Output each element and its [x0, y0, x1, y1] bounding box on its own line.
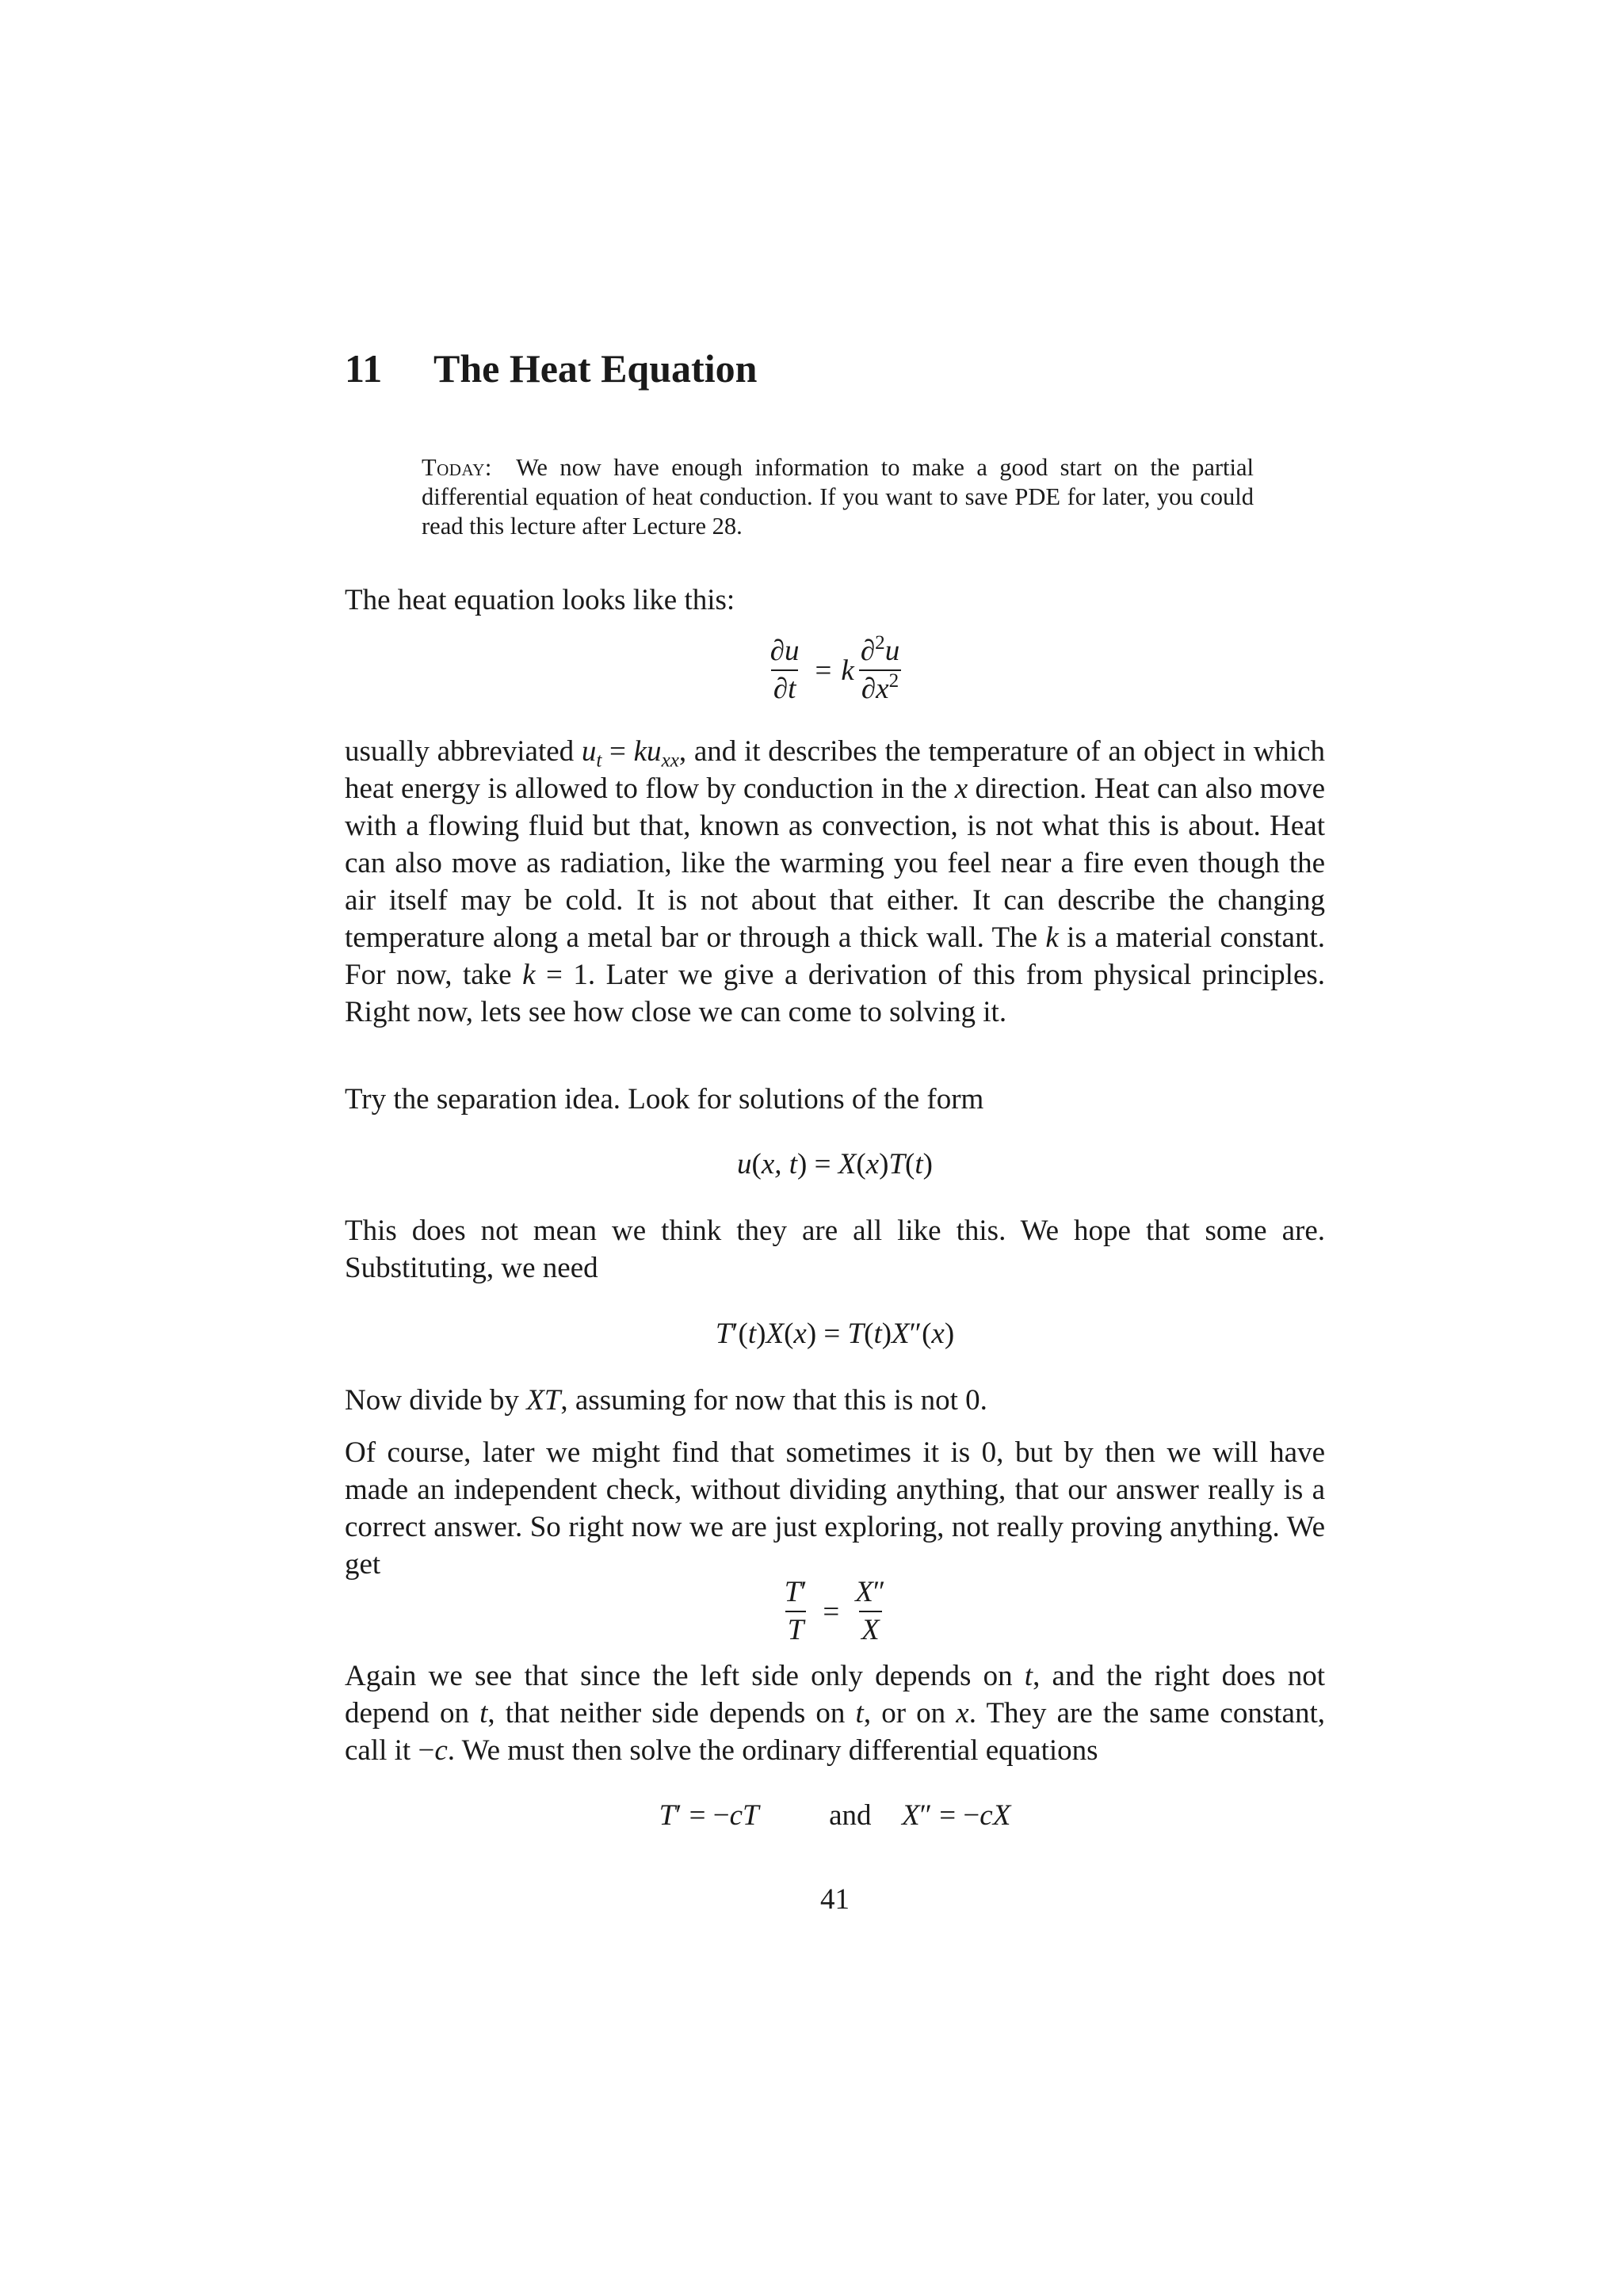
abstract-text: We now have enough information to make a good start on the partial differential equation of heat conduction. If you want to save PDE for later, you could read this lecture after Lecture 28.	[422, 454, 1254, 540]
paragraph-separation	[345, 1081, 1325, 1118]
paragraph-again: Again we see that since the left side only depends on t, and the right does not depend on t, that neither side depends on t, or on x. They are the same constant, call it −c. We must then solve the ordinary differential equations	[345, 1660, 1325, 1767]
paragraph-substituting	[345, 1212, 1325, 1287]
heat-equation: $\frac{\partial u}{\partial t}$ = k $\frac{\partial^2u}{\partial x^2}$	[345, 634, 1325, 707]
substituted-equation: T′(t)X(x) = T(t)X″(x)	[715, 1318, 955, 1350]
paragraph-description: usually abbreviated $u_t = ku_{xx}$, and it describes the temperature of an object in which heat energy is allowed to flow by conduction in the x direction. Heat can also move with a flowing fluid but that, known as convection, is not what this is about. Heat can also move as radiation, like the warming you feel near a fire even though the air itself may be cold. It is not about that either. It can describe the changing temperature along a metal bar or through a thick wall. The k is a material constant. For now, take k = 1. Later we give a derivation of this from physical principles. Right now, lets see how close we can come to solving it.	[345, 735, 1326, 1028]
fraction: $\frac{T'}{T}$	[784, 1576, 808, 1646]
section-number: 11	[345, 346, 383, 391]
page-number: 41	[820, 1883, 850, 1916]
today-abstract	[422, 453, 1254, 541]
fraction: $\frac{X''}{X}$	[855, 1576, 886, 1646]
conjunction-and: and	[829, 1799, 872, 1832]
section-title: The Heat Equation	[433, 346, 758, 391]
paragraph-intro	[345, 582, 1325, 619]
fraction: $\frac{\partial^2u}{\partial x^2}$	[860, 632, 900, 705]
ratio-equation: $\frac{T'}{T}$ = $\frac{X''}{X}$	[345, 1575, 1325, 1648]
paragraph-text: Try the separation idea. Look for solutions of the form	[345, 1083, 984, 1116]
section-heading	[345, 345, 757, 391]
paragraph-text: The heat equation looks like this:	[345, 584, 735, 616]
paragraph-divide: Now divide by XT, assuming for now that this is not 0.	[345, 1384, 987, 1417]
fraction: $\frac{\partial u}{\partial t}$	[769, 635, 800, 705]
abstract-label: Today:	[422, 454, 492, 481]
paragraph-of-course	[345, 1434, 1325, 1583]
paragraph-text: Of course, later we might find that sometimes it is 0, but by then we will have made an independent check, without dividing anything, that our answer really is a correct answer. So right now we are just exploring, not really proving anything. We get	[345, 1436, 1325, 1581]
paragraph-text: This does not mean we think they are all like this. We hope that some are. Substituting, we need	[345, 1215, 1325, 1284]
ode-equations: T′ = −cT and X″ = −cX	[659, 1799, 1011, 1832]
separation-form-equation: u(x, t) = X(x)T(t)	[737, 1148, 933, 1180]
